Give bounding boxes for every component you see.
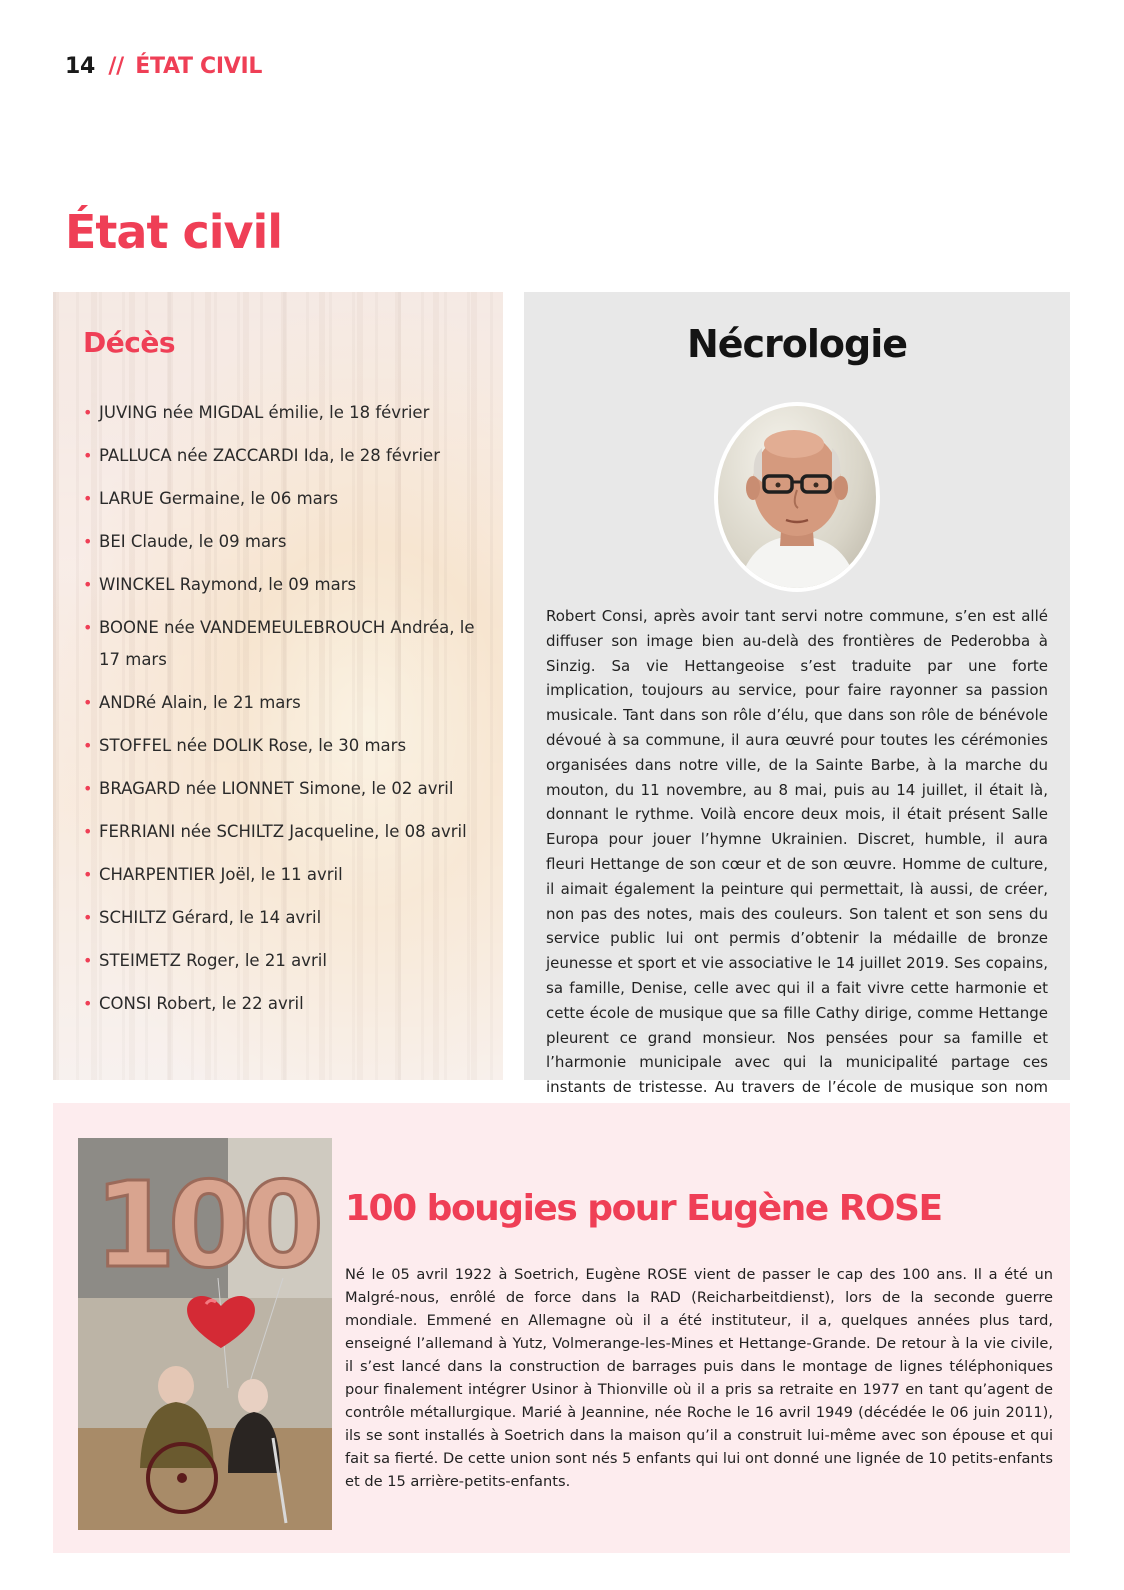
- deces-title: Décès: [83, 326, 175, 359]
- page-title: État civil: [65, 205, 283, 259]
- deces-entry: • LARUE Germaine, le 06 mars: [83, 483, 483, 515]
- bullet-icon: •: [83, 532, 93, 551]
- bullet-icon: •: [83, 865, 93, 884]
- balloon-number: 100: [93, 1156, 317, 1294]
- deces-entry: • BEI Claude, le 09 mars: [83, 526, 483, 558]
- deces-entry: • JUVING née MIGDAL émilie, le 18 février: [83, 397, 483, 429]
- portrait-photo: [714, 402, 880, 592]
- header-separator: //: [108, 54, 124, 79]
- bullet-icon: •: [83, 403, 93, 422]
- bullet-icon: •: [83, 779, 93, 798]
- deces-entry: • BOONE née VANDEMEULEBROUCH Andréa, le 17 mars: [83, 612, 483, 676]
- bullet-icon: •: [83, 693, 93, 712]
- deces-entry: • BRAGARD née LIONNET Simone, le 02 avril: [83, 773, 483, 805]
- deces-entry: • STEIMETZ Roger, le 21 avril: [83, 945, 483, 977]
- necrologie-title: Nécrologie: [686, 322, 908, 366]
- bullet-icon: •: [83, 446, 93, 465]
- deces-entry: • CONSI Robert, le 22 avril: [83, 988, 483, 1020]
- necrologie-text: Robert Consi, après avoir tant servi notre commune, s’en est allé diffuser son image bien au-delà des frontières de Pederobba à Sinzig. Sa vie Hettangeoise s’est traduite par une forte implication, toujours au service, pour faire rayonner sa passion musicale. Tant dans son rôle d’élu, que dans son rôle de bénévole dévoué à sa commune, il aura œuvré pour toutes les cérémonies organisées dans notre ville, de la Sainte Barbe, à la marche du mouton, du 11 novembre, au 8 mai, puis au 14 juillet, il était là, donnant le rythme. Voilà encore deux mois, il était présent Salle Europa pour jouer l’hymne Ukrainien. Discret, humble, il aura fleuri Hettange de son cœur et de son œuvre. Homme de culture, il aimait également la peinture qui permettait, là aussi, de créer, non pas des notes, mais des couleurs. Son talent et son sens du service public lui ont permis d’obtenir la médaille de bronze jeunesse et sport et vie associative le 14 juillet 2019. Ses copains, sa famille, Denise, celle avec qui il a fait vivre cette harmonie et cette école de musique que sa fille Cathy dirige, comme Hettange pleurent ce grand monsieur. Nos pensées pour sa famille et l’harmonie municipale avec qui la municipalité partage ces instants de tristesse. Au travers de l’école de musique son nom: [546, 607, 1048, 1097]
- necrologie-panel: [524, 292, 1070, 1097]
- birthday-illustration: [78, 1138, 332, 1530]
- deces-entry: • PALLUCA née ZACCARDI Ida, le 28 février: [83, 440, 483, 472]
- section-name: ÉTAT CIVIL: [135, 54, 263, 79]
- eugene-photo: [78, 1138, 332, 1530]
- bullet-icon: •: [83, 822, 93, 841]
- deces-entry: • STOFFEL née DOLIK Rose, le 30 mars: [83, 730, 483, 762]
- bullet-icon: •: [83, 908, 93, 927]
- bullet-icon: •: [83, 736, 93, 755]
- deces-entry: • SCHILTZ Gérard, le 14 avril: [83, 902, 483, 934]
- bullet-icon: •: [83, 575, 93, 594]
- deces-entry: • CHARPENTIER Joël, le 11 avril: [83, 859, 483, 891]
- eugene-panel: [53, 1103, 1070, 1553]
- bullet-icon: •: [83, 489, 93, 508]
- deces-entry: • FERRIANI née SCHILTZ Jacqueline, le 08 avril: [83, 816, 483, 848]
- deces-entry: • ANDRé Alain, le 21 mars: [83, 687, 483, 719]
- deces-entry: • WINCKEL Raymond, le 09 mars: [83, 569, 483, 601]
- bullet-icon: •: [83, 951, 93, 970]
- page-number: 14: [65, 54, 96, 79]
- eugene-title: 100 bougies pour Eugène ROSE: [345, 1188, 942, 1229]
- page-header: [65, 54, 262, 79]
- deces-panel: [53, 292, 503, 1080]
- bullet-icon: •: [83, 994, 93, 1013]
- deces-list: [83, 397, 483, 1031]
- eugene-text: Né le 05 avril 1922 à Soetrich, Eugène ROSE vient de passer le cap des 100 ans. Il a été un Malgré-nous, enrôlé de force dans la RAD (Reicharbeitdienst), lors de la seconde guerre mondiale. Emmené en Allemagne où il a été instituteur, il a, quelques années plus tard, enseigné l’allemand à Yutz, Volmerange-les-Mines et Hettange-Grande. De retour à la vie civile, il s’est lancé dans la construction de barrages puis dans le montage de lignes téléphoniques pour finalement intégrer Usinor à Thionville où il a pris sa retraite en 1977 en tant qu’agent de contrôle métallurgique. Marié à Jeannine, née Roche le 16 avril 1949 (décédée le 06 juin 2011), ils se sont installés à Soetrich dans la maison qu’il a construit lui-même avec son épouse et qui fait sa fierté. De cette union sont nés 5 enfants qui lui ont donné une lignée de 10 petits-enfants et de 15 arrière-petits-enfants.: [345, 1266, 1053, 1490]
- bullet-icon: •: [83, 618, 93, 637]
- portrait-illustration: [718, 406, 876, 588]
